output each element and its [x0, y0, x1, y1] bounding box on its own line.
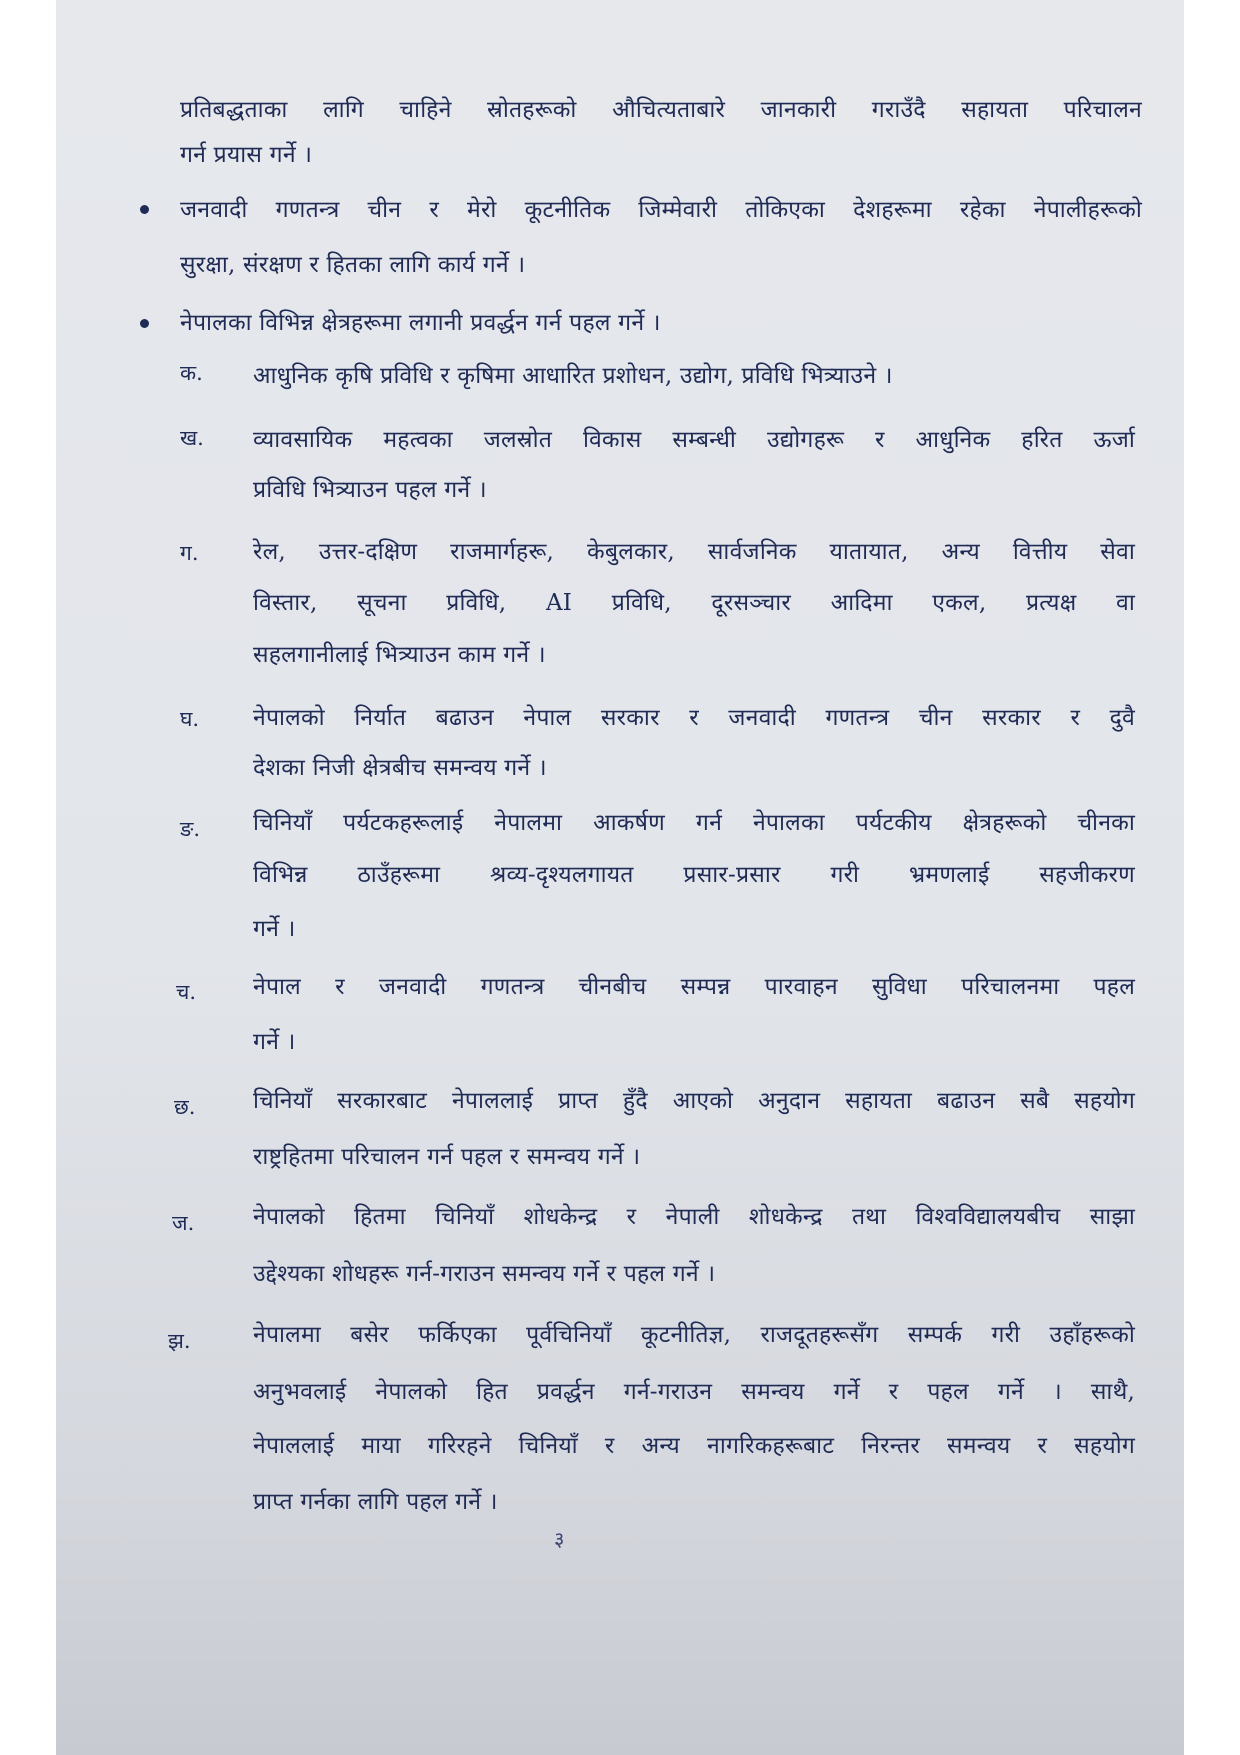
item-line: राष्ट्रहितमा परिचालन गर्न पहल र समन्वय गर्ने ।: [253, 1144, 641, 1170]
item-line: गर्ने ।: [253, 916, 296, 942]
bullet-2-line-1: नेपालका विभिन्न क्षेत्रहरूमा लगानी प्रवर्द्धन गर्न पहल गर्ने ।: [180, 310, 661, 336]
item-marker: ङ.: [180, 817, 201, 841]
item-marker: घ.: [180, 707, 200, 731]
item-line: चिनियाँ सरकारबाट नेपाललाई प्राप्त हुँदै आएको अनुदान सहायता बढाउन सबै सहयोग: [253, 1088, 1135, 1114]
item-marker: च.: [176, 980, 197, 1004]
item-line: उद्देश्यका शोधहरू गर्न-गराउन समन्वय गर्ने र पहल गर्ने ।: [253, 1261, 716, 1287]
continuation-line-1: प्रतिबद्धताका लागि चाहिने स्रोतहरूको औचित्यताबारे जानकारी गराउँदै सहायता परिचालन: [180, 97, 1142, 123]
item-line: प्रविधि भित्र्याउन पहल गर्ने ।: [253, 477, 487, 503]
item-line: व्यावसायिक महत्वका जलस्रोत विकास सम्बन्धी उद्योगहरू र आधुनिक हरित ऊर्जा: [253, 427, 1135, 453]
bullet-dot: [140, 205, 149, 214]
document-page: [56, 0, 1184, 1755]
item-line: गर्ने ।: [253, 1029, 296, 1055]
item-marker: क.: [180, 361, 203, 385]
item-line: रेल, उत्तर-दक्षिण राजमार्गहरू, केबुलकार, सार्वजनिक यातायात, अन्य वित्तीय सेवा: [253, 539, 1135, 565]
item-line: नेपाल र जनवादी गणतन्त्र चीनबीच सम्पन्न पारवाहन सुविधा परिचालनमा पहल: [253, 974, 1135, 1000]
item-line: नेपालको निर्यात बढाउन नेपाल सरकार र जनवादी गणतन्त्र चीन सरकार र दुवै: [253, 705, 1135, 731]
continuation-line-2: गर्न प्रयास गर्ने ।: [180, 142, 313, 168]
item-line: विस्तार, सूचना प्रविधि, AI प्रविधि, दूरसञ्चार आदिमा एकल, प्रत्यक्ष वा: [253, 590, 1135, 616]
item-line: देशका निजी क्षेत्रबीच समन्वय गर्ने ।: [253, 755, 547, 781]
item-marker: ज.: [172, 1211, 195, 1235]
item-line: आधुनिक कृषि प्रविधि र कृषिमा आधारित प्रशोधन, उद्योग, प्रविधि भित्र्याउने ।: [253, 363, 893, 389]
item-line: नेपालको हितमा चिनियाँ शोधकेन्द्र र नेपाली शोधकेन्द्र तथा विश्वविद्यालयबीच साझा: [253, 1204, 1135, 1230]
page-number: ३: [554, 1527, 565, 1551]
item-line: अनुभवलाई नेपालको हित प्रवर्द्धन गर्न-गराउन समन्वय गर्ने र पहल गर्ने । साथै,: [253, 1379, 1135, 1405]
item-line: नेपालमा बसेर फर्किएका पूर्वचिनियाँ कूटनीतिज्ञ, राजदूतहरूसँग सम्पर्क गरी उहाँहरूको: [253, 1322, 1135, 1348]
item-marker: ख.: [180, 426, 204, 450]
item-marker: ग.: [180, 541, 199, 565]
bullet-1-line-2: सुरक्षा, संरक्षण र हितका लागि कार्य गर्ने ।: [180, 252, 526, 278]
bullet-1-line-1: जनवादी गणतन्त्र चीन र मेरो कूटनीतिक जिम्मेवारी तोकिएका देशहरूमा रहेका नेपालीहरूको: [180, 197, 1142, 223]
item-line: चिनियाँ पर्यटकहरूलाई नेपालमा आकर्षण गर्न नेपालका पर्यटकीय क्षेत्रहरूको चीनका: [253, 810, 1135, 836]
item-marker: छ.: [174, 1095, 196, 1119]
item-line: सहलगानीलाई भित्र्याउन काम गर्ने ।: [253, 642, 546, 668]
item-line: नेपाललाई माया गरिरहने चिनियाँ र अन्य नागरिकहरूबाट निरन्तर समन्वय र सहयोग: [253, 1433, 1135, 1459]
item-line: प्राप्त गर्नका लागि पहल गर्ने ।: [253, 1489, 498, 1515]
bullet-dot: [140, 319, 149, 328]
item-line: विभिन्न ठाउँहरूमा श्रव्य-दृश्यलगायत प्रसार-प्रसार गरी भ्रमणलाई सहजीकरण: [253, 862, 1135, 888]
item-marker: झ.: [168, 1329, 191, 1353]
